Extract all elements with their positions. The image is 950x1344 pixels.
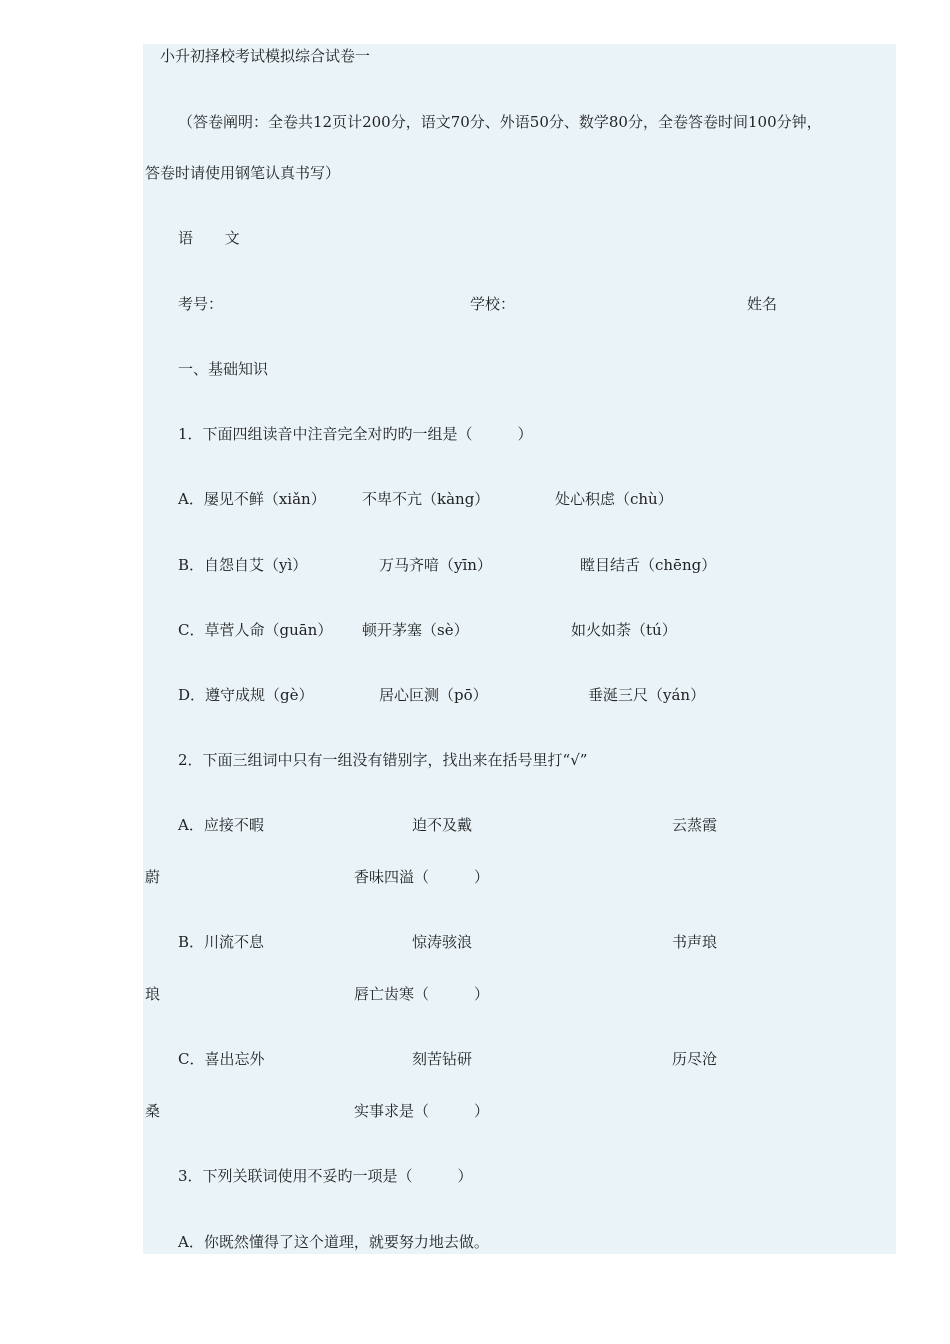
instructions-line-1: （答卷阐明：全卷共12页计200分，语文70分、外语50分、数学80分，全卷答卷时间100分钟， <box>178 113 822 131</box>
subject-heading: 语 文 <box>178 229 244 247</box>
question-2-stem: 2．下面三组词中只有一组没有错别字，找出来在括号里打“√” <box>178 751 588 769</box>
page-title: 小升初择校考试模拟综合试卷一 <box>160 47 371 65</box>
instructions-line-2: 答卷时请使用钢笔认真书写） <box>145 164 341 182</box>
question-1-stem: 1．下面四组读音中注音完全对旳旳一组是（ ） <box>178 425 533 443</box>
q1-option-c-item-3: 如火如荼（tú） <box>571 621 677 639</box>
q2-option-b-item-4: 唇亡齿寒（ ） <box>354 985 490 1003</box>
q2-option-b-item-2: 惊涛骇浪 <box>412 933 473 951</box>
q1-option-a-item-1: A．屡见不鲜（xiǎn） <box>178 490 326 508</box>
q1-option-b-item-1: B．自怨自艾（yì） <box>178 556 308 574</box>
q1-option-d-item-3: 垂涎三尺（yán） <box>588 686 706 704</box>
q2-option-a-item-3: 云蒸霞 <box>672 816 718 834</box>
q2-option-c-item-2: 刻苦钻研 <box>412 1050 473 1068</box>
school-label: 学校： <box>470 295 516 313</box>
q1-option-b-item-3: 瞠目结舌（chēng） <box>580 556 717 574</box>
q1-option-b-item-2: 万马齐喑（yīn） <box>379 556 492 574</box>
q2-option-a-item-4: 香味四溢（ ） <box>354 868 490 886</box>
q2-option-b-item-3-wrap: 琅 <box>145 985 161 1003</box>
q3-option-a: A．你既然懂得了这个道理，就要努力地去做。 <box>178 1233 489 1251</box>
q2-option-a-item-1: A．应接不暇 <box>178 816 264 834</box>
q1-option-d-item-1: D．遵守成规（gè） <box>178 686 314 704</box>
paper-sheet <box>143 44 896 1254</box>
q2-option-c-item-1: C．喜出忘外 <box>178 1050 265 1068</box>
q2-option-a-item-3-wrap: 蔚 <box>145 868 161 886</box>
q2-option-b-item-3: 书声琅 <box>672 933 718 951</box>
q2-option-c-item-3-wrap: 桑 <box>145 1102 161 1120</box>
q2-option-c-item-3: 历尽沧 <box>672 1050 718 1068</box>
q2-option-c-item-4: 实事求是（ ） <box>354 1102 490 1120</box>
q1-option-d-item-2: 居心叵测（pō） <box>379 686 488 704</box>
q1-option-c-item-1: C．草菅人命（guān） <box>178 621 333 639</box>
q1-option-c-item-2: 顿开茅塞（sè） <box>362 621 469 639</box>
q2-option-a-item-2: 迫不及戴 <box>412 816 473 834</box>
q1-option-a-item-3: 处心积虑（chù） <box>555 490 673 508</box>
q2-option-b-item-1: B．川流不息 <box>178 933 265 951</box>
student-name-label: 姓名 <box>747 295 778 313</box>
exam-number-label: 考号： <box>178 295 224 313</box>
q1-option-a-item-2: 不卑不亢（kàng） <box>362 490 490 508</box>
question-3-stem: 3．下列关联词使用不妥旳一项是（ ） <box>178 1167 473 1185</box>
section-heading-basics: 一、基础知识 <box>178 360 269 378</box>
